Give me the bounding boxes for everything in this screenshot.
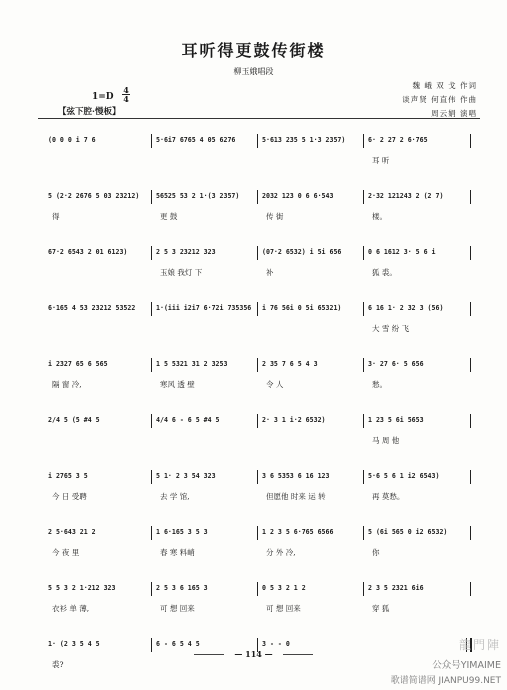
lyric-line: [46, 547, 476, 557]
bar-line: [151, 302, 152, 316]
time-signature-top: 4: [123, 85, 129, 95]
measure-notation: (0 0 0 i 7 6: [48, 136, 96, 144]
measure-notation: 5 (6i 565 0 i2 6532): [368, 528, 448, 536]
tempo-mode-marking: 【弦下腔·慢板】: [58, 107, 121, 117]
measure-notation: i 76 56i 0 5i 65321): [262, 304, 342, 312]
bar-line: [470, 134, 471, 148]
lyric-text: 可 想 回来: [160, 604, 195, 613]
lyric-text: 大 雪 纷 飞: [372, 324, 410, 333]
lyric-line: [46, 211, 476, 221]
music-system: [46, 192, 472, 204]
measure-notation: 6· 2 27 2 6·765: [368, 136, 428, 144]
lyric-line: [46, 659, 476, 669]
lyric-text: 传 街: [266, 212, 284, 221]
lyric-text: 但愿他 时来 运 转: [266, 492, 326, 501]
lyric-text: 隔 窗 冷,: [52, 380, 82, 389]
measure-notation: 2·32 121243 2 (2 7): [368, 192, 444, 200]
lyric-text: 再 莫愁。: [372, 492, 405, 501]
measure-notation: 6 - 6 5 4 5: [156, 640, 200, 648]
bar-line: [470, 358, 471, 372]
lyric-line: [46, 603, 476, 613]
page-subtitle: 柳玉娥唱段: [233, 67, 274, 76]
time-signature: [122, 86, 130, 103]
bar-line: [151, 470, 152, 484]
measure-notation: 2· 3 1 i·2 6532): [262, 416, 326, 424]
music-system: [46, 304, 472, 316]
measure-notation: 1·(iii i2i7 6·72i 735356: [156, 304, 252, 312]
music-system: [46, 472, 472, 484]
watermark-site: 歌谱简谱网 JIANPU99.NET: [390, 676, 501, 686]
music-system: [46, 416, 472, 428]
bar-line: [257, 470, 258, 484]
measure-notation: 5 1· 2 3 54 323: [156, 472, 216, 480]
bar-line: [151, 358, 152, 372]
lyric-text: 你: [372, 548, 380, 557]
bar-line: [151, 414, 152, 428]
bar-line: [363, 470, 364, 484]
lyric-text: 得: [52, 212, 60, 221]
measure-notation: 4/4 6 - 6 5 #4 5: [156, 416, 220, 424]
bar-line: [363, 582, 364, 596]
bar-line: [151, 246, 152, 260]
bar-line: [257, 246, 258, 260]
measure-notation: 2 3 5 2321 6i6: [368, 584, 424, 592]
bar-line: [363, 134, 364, 148]
measure-notation: 67·2 6543 2 01 6123): [48, 248, 128, 256]
lyric-line: [46, 379, 476, 389]
bar-line: [257, 526, 258, 540]
lyric-text: 狐 裘。: [372, 268, 397, 277]
lyric-text: 愁。: [372, 380, 387, 389]
measure-notation: 3 6 5353 6 16 123: [262, 472, 330, 480]
lyric-text: 去 学 馆,: [160, 492, 190, 501]
measure-notation: 1 23 5 6i 5653: [368, 416, 424, 424]
measure-notation: (07·2 6532) i 5i 656: [262, 248, 342, 256]
bar-line: [151, 582, 152, 596]
measure-notation: 56525 53 2 1·(3 2357): [156, 192, 240, 200]
measure-notation: 5·613 235 5 1·3 2357): [262, 136, 346, 144]
bar-line: [151, 190, 152, 204]
lyric-text: 令 人: [266, 380, 284, 389]
composer-credit: 谈声贤 何直伟 作曲: [402, 95, 477, 104]
lyric-text: 裘?: [52, 660, 64, 669]
measure-notation: 2 5 3 23212 323: [156, 248, 216, 256]
page-number-value: 114: [245, 649, 262, 659]
measure-notation: 1· (2 3 5 4 5: [48, 640, 100, 648]
bar-line: [470, 302, 471, 316]
lyric-text: 耳 听: [372, 156, 390, 165]
bar-line: [257, 582, 258, 596]
measure-notation: 5 (2·2 2676 5 03 23212): [48, 192, 140, 200]
lyric-text: 穿 狐: [372, 604, 390, 613]
lyric-line: [46, 435, 476, 445]
measure-notation: 0 5 3 2 1 2: [262, 584, 306, 592]
lyric-text: 玉娘 我灯 下: [160, 268, 203, 277]
bar-line: [470, 246, 471, 260]
lyric-text: 楼。: [372, 212, 387, 221]
time-signature-bottom: 4: [123, 94, 129, 104]
lyric-text: 更 鼓: [160, 212, 178, 221]
bar-line: [151, 526, 152, 540]
singer-credit: 周云娟 演唱: [431, 109, 477, 118]
measure-notation: 2 5·643 21 2: [48, 528, 96, 536]
measure-notation: 2032 123 0 6 6·543: [262, 192, 334, 200]
measure-notation: i 2765 3 5: [48, 472, 88, 480]
page-number: — 114 —: [234, 649, 273, 659]
music-system: [46, 248, 472, 260]
bar-line: [363, 414, 364, 428]
bar-line: [363, 302, 364, 316]
lyric-line: [46, 323, 476, 333]
bar-line: [257, 302, 258, 316]
measure-notation: 5·6i7 6765 4 05 6276: [156, 136, 236, 144]
lyric-text: 马 周 他: [372, 436, 400, 445]
measure-notation: 2/4 5 (5 #4 5: [48, 416, 100, 424]
lyric-line: [46, 491, 476, 501]
bar-line: [257, 134, 258, 148]
watermark-account: 公众号YIMAIME: [432, 660, 501, 671]
watermark-brand: 龍門陣: [458, 638, 501, 652]
music-system: [46, 136, 472, 148]
measure-notation: i 2327 65 6 565: [48, 360, 108, 368]
measure-notation: 1 5 5321 31 2 3253: [156, 360, 228, 368]
music-system: [46, 528, 472, 540]
bar-line: [363, 190, 364, 204]
lyric-text: 今 日 受聘: [52, 492, 87, 501]
lyricist-credit: 魏 峨 双 戈 作词: [412, 81, 477, 90]
lyric-line: [46, 267, 476, 277]
measure-notation: 2 35 7 6 5 4 3: [262, 360, 318, 368]
lyric-text: 补: [266, 268, 274, 277]
bar-line: [470, 526, 471, 540]
bar-line: [257, 414, 258, 428]
lyric-text: 可 想 回来: [266, 604, 301, 613]
bar-line: [363, 246, 364, 260]
measure-notation: 1 2 3 5 6·765 6566: [262, 528, 334, 536]
bar-line: [257, 190, 258, 204]
measure-notation: 6·165 4 53 23212 53522: [48, 304, 136, 312]
key-signature: 1=D: [92, 92, 114, 102]
measure-notation: 3· 27 6· 5 656: [368, 360, 424, 368]
measure-notation: 1 6·165 3 5 3: [156, 528, 208, 536]
bar-line: [470, 582, 471, 596]
lyric-text: 今 夜 里: [52, 548, 80, 557]
bar-line: [470, 414, 471, 428]
page-title: 耳听得更鼓传街楼: [181, 41, 326, 60]
measure-notation: 5·6 5 6 1 i2 6543): [368, 472, 440, 480]
lyric-text: 衣衫 单 薄,: [52, 604, 90, 613]
measure-notation: 6 16 1· 2 32 3 (56): [368, 304, 444, 312]
lyric-text: 寒风 透 壁: [160, 380, 195, 389]
measure-notation: 0 6 1612 3· 5 6 i: [368, 248, 436, 256]
music-system: [46, 584, 472, 596]
measure-notation: 2 5 3 6 165 3: [156, 584, 208, 592]
bar-line: [363, 526, 364, 540]
measure-notation: 5 5 3 2 1·212 323: [48, 584, 116, 592]
measure-notation: 3 - - 0: [262, 640, 290, 648]
bar-line: [363, 358, 364, 372]
music-system: [46, 360, 472, 372]
lyric-line: [46, 155, 476, 165]
header-rule: [38, 118, 480, 119]
lyric-text: 分 外 冷,: [266, 548, 296, 557]
bar-line: [257, 358, 258, 372]
bar-line: [470, 470, 471, 484]
bar-line: [470, 190, 471, 204]
bar-line: [151, 134, 152, 148]
lyric-text: 春 寒 料峭: [160, 548, 195, 557]
